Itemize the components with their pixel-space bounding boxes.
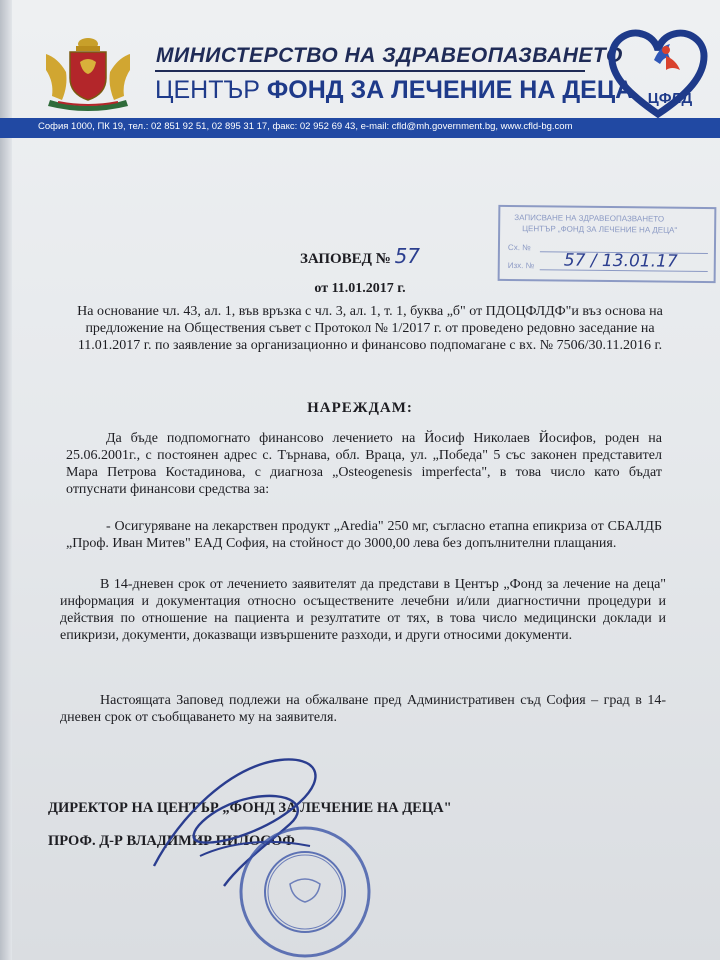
paper-edge — [0, 0, 12, 960]
registration-stamp — [498, 205, 717, 283]
letterhead-rule — [155, 70, 585, 72]
signatory-name: ПРОФ. Д-Р ВЛАДИМИР ПИЛОСОФ — [48, 833, 295, 849]
official-seal-icon — [232, 820, 378, 960]
contact-info: София 1000, ПК 19, тел.: 02 851 92 51, 02 895 31 17, факс: 02 952 69 43, e-mail: cfld@mh.government.bg, www.cfld-bg.com — [38, 121, 573, 132]
order-date: от 11.01.2017 г. — [314, 281, 406, 296]
order-number: 57 — [394, 244, 421, 268]
order-title-text: ЗАПОВЕД № — [299, 251, 391, 267]
paragraph-4: Настоящата Заповед подлежи на обжалване пред Административен съд София – град в 14-дневен срок от съобщаването му на заявителя. — [60, 693, 666, 725]
order-heading: НАРЕЖДАМ: — [307, 400, 413, 416]
paragraph-2: - Осигуряване на лекарствен продукт „Aredia" 250 мг, съгласно етапна епикриза от СБАЛДБ „Проф. Иван Митев" ЕАД София, на стойност до 3000,00 лева без допълнителни плащания. — [66, 519, 662, 551]
stamp-line-1: ЗАПИСВАНЕ НА ЗДРАВЕОПАЗВАНЕТО — [514, 213, 665, 224]
handwritten-reg-number: 57 / 13.01.17 — [563, 250, 678, 272]
paragraph-3: В 14-дневен срок от лечението заявителят да представи в Център „Фонд за лечение на деца" информация и документация относно осъществените лечебни и/или диагностични процедури и действия по отношение на пациента и резултатите от тях, в това число медицински доклади и епикризи, документи, доказващи извършените разходи, и други относими документи. — [60, 577, 666, 643]
paragraph-1: Да бъде подпомогнато финансово лечението на Йосиф Николаев Йосифов, роден на 25.06.2001г., с постоянен адрес с. Търнава, обл. Враца, ул. „Победа" 5 със законен представител Мара Петрова Костадинова, с диагноза „Osteogenesis imperfecta", в това число като бъдат отпуснати финансови средства за: — [66, 431, 662, 497]
stamp-label-out: Изх. № — [507, 260, 535, 271]
signatory-title: ДИРЕКТОР НА ЦЕНТЪР „ФОНД ЗА ЛЕЧЕНИЕ НА ДЕЦА" — [48, 800, 452, 816]
coat-of-arms-icon — [40, 36, 136, 112]
center-title: ФОНД ЗА ЛЕЧЕНИЕ НА ДЕЦА — [266, 76, 634, 104]
legal-basis: На основание чл. 43, ал. 1, във връзка с чл. 3, ал. 1, т. 1, буква „б" от ПДОЦФЛДФ"и въз основа на предложение на Обществения съвет с Протокол № 1/2017 г. от проведено редовно заседание на 11.01.2017 г. по заявление за организационно и финансово подпомагане с вх. № 7506/30.11.2016 г. — [77, 304, 663, 353]
center-prefix: ЦЕНТЪР — [155, 76, 260, 104]
ministry-name: МИНИСТЕРСТВО НА ЗДРАВЕОПАЗВАНЕТО — [156, 44, 623, 67]
logo-abbreviation: ЦФЛД — [647, 90, 693, 107]
stamp-label-no: Сх. № — [507, 242, 531, 253]
stamp-line-2: ЦЕНТЪР „ФОНД ЗА ЛЕЧЕНИЕ НА ДЕЦА" — [522, 224, 678, 235]
center-name — [155, 76, 633, 105]
